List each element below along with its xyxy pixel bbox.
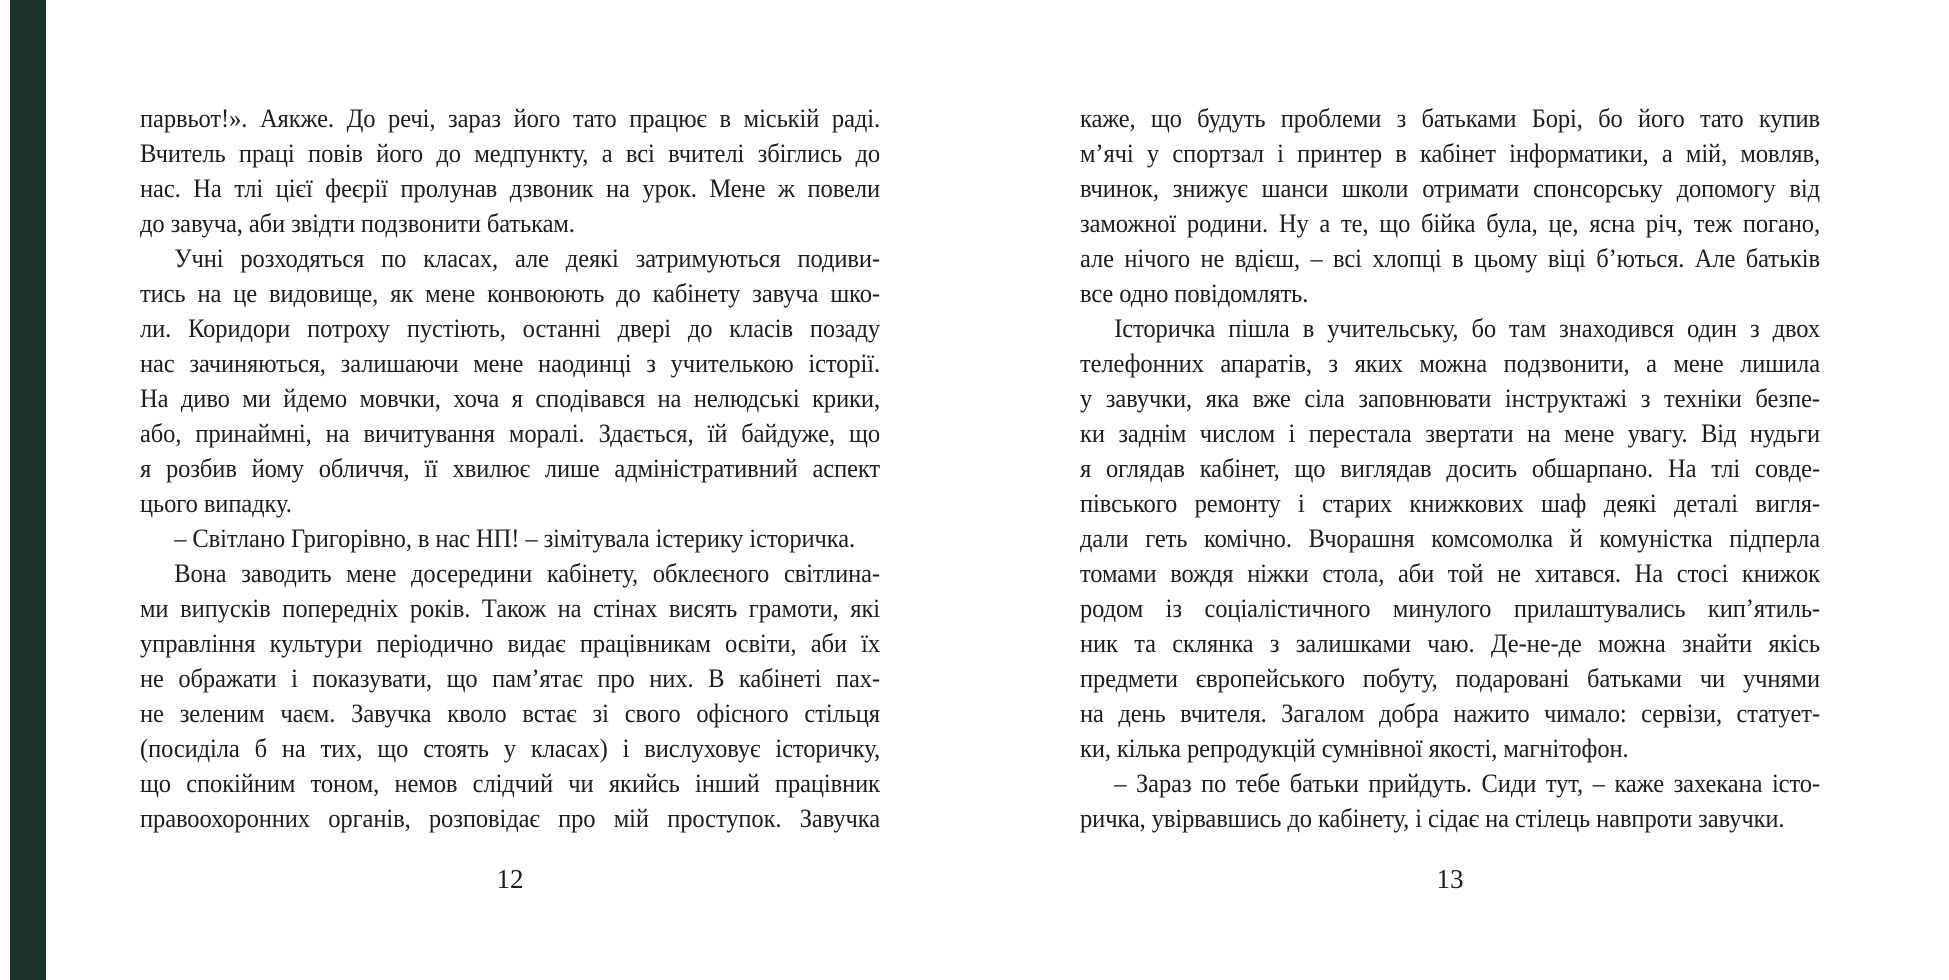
book-cover-edge bbox=[10, 0, 46, 980]
text-line: що спокійним тоном, немов слідчий чи якийсь інший працівник bbox=[140, 768, 880, 798]
text-line: ли. Коридори потроху пустіють, останні двері до класів позаду bbox=[140, 313, 880, 343]
text-line: каже, що будуть проблеми з батьками Борі, бо його тато купив bbox=[1080, 103, 1820, 133]
text-line: – Світлано Григорівно, в нас НП! – зімітувала істерику історичка. bbox=[174, 523, 856, 553]
text-line: вчинок, знижує шанси школи отримати спонсорську допомогу від bbox=[1080, 173, 1820, 203]
text-line: (посиділа б на тих, що стоять у класах) і вислуховує історичку, bbox=[140, 733, 880, 763]
text-line: все одно повідомлять. bbox=[1080, 278, 1309, 308]
text-line: на день вчителя. Загалом добра нажито чимало: сервізи, статует- bbox=[1080, 698, 1820, 728]
text-line: Вчитель праці повів його до медпункту, а всі вчителі збіглись до bbox=[140, 138, 880, 168]
text-line: дали геть комічно. Вчорашня комсомолка й комуністка підперла bbox=[1080, 523, 1820, 553]
text-line: ми випусків попередніх років. Також на стінах висять грамоти, які bbox=[140, 593, 880, 623]
text-line: тись на це видовище, як мене конвоюють до кабінету завуча шко- bbox=[140, 278, 880, 308]
text-line: ки заднім числом і перестала звертати на мене увагу. Від нудьги bbox=[1080, 418, 1820, 448]
text-line: нас. На тлі цієї феєрії пролунав дзвоник на урок. Мене ж повели bbox=[140, 173, 880, 203]
text-line: Історичка пішла в учительську, бо там знаходився один з двох bbox=[1114, 313, 1820, 343]
text-line: цього випадку. bbox=[140, 488, 292, 518]
text-line: не зеленим чаєм. Завучка кволо встає зі свого офісного стільця bbox=[140, 698, 880, 728]
text-line: ричка, увірвавшись до кабінету, і сідає на стілець навпроти завучки. bbox=[1080, 803, 1785, 833]
text-line: родом із соціалістичного минулого прилаштувались кип’ятиль- bbox=[1080, 593, 1820, 623]
page-12-text bbox=[140, 101, 880, 836]
text-line: я розбив йому обличчя, її хвилює лише адміністративний аспект bbox=[140, 453, 880, 483]
text-line: ки, кілька репродукцій сумнівної якості, магнітофон. bbox=[1080, 733, 1629, 763]
text-line: м’ячі у спортзал і принтер в кабінет інформатики, а мій, мовляв, bbox=[1080, 138, 1820, 168]
text-line: не ображати і показувати, що пам’ятає про них. В кабінеті пах- bbox=[140, 663, 880, 693]
page-12 bbox=[140, 0, 940, 980]
text-line: ник та склянка з залишками чаю. Де-не-де можна знайти якісь bbox=[1080, 628, 1820, 658]
text-line: півського ремонту і старих книжкових шаф деякі деталі вигля- bbox=[1080, 488, 1820, 518]
text-line: я оглядав кабінет, що виглядав досить обшарпано. На тлі совде- bbox=[1080, 453, 1820, 483]
text-line: управління культури періодично видає працівникам освіти, аби їх bbox=[140, 628, 880, 658]
text-line: до завуча, аби звідти подзвонити батькам. bbox=[140, 208, 575, 238]
text-line: у завучки, яка вже сіла заповнювати інструктажі з техніки безпе- bbox=[1080, 383, 1820, 413]
text-line: предмети європейського побуту, подаровані батьками чи учнями bbox=[1080, 663, 1820, 693]
text-line: правоохоронних органів, розповідає про мій проступок. Завучка bbox=[140, 803, 880, 833]
text-line: Вона заводить мене досередини кабінету, обклеєного світлина- bbox=[174, 558, 881, 588]
text-line: – Зараз по тебе батьки прийдуть. Сиди тут, – каже захекана істо- bbox=[1114, 768, 1820, 798]
text-line: але нічого не вдієш, – всі хлопці в цьому віці б’ються. Але батьків bbox=[1080, 243, 1820, 273]
text-line: парвьот!». Аякже. До речі, зараз його тато працює в міській раді. bbox=[140, 103, 880, 133]
text-line: заможної родини. Ну а те, що бійка була, це, ясна річ, теж погано, bbox=[1080, 208, 1820, 238]
text-line: Учні розходяться по класах, але деякі затримуються подиви- bbox=[174, 243, 881, 273]
page-13-text bbox=[1080, 101, 1820, 836]
page-13 bbox=[1080, 0, 1880, 980]
text-line: або, принаймні, на вичитування моралі. Здається, їй байдуже, що bbox=[140, 418, 880, 448]
page-number-left: 12 bbox=[496, 864, 524, 894]
text-line: томами вождя ніжки стола, аби той не хитався. На стосі книжок bbox=[1080, 558, 1820, 588]
page-number-right: 13 bbox=[1436, 864, 1464, 894]
text-line: На диво ми йдемо мовчки, хоча я сподівався на нелюдські крики, bbox=[140, 383, 880, 413]
text-line: телефонних апаратів, з яких можна подзвонити, а мене лишила bbox=[1080, 348, 1820, 378]
text-line: нас зачиняються, залишаючи мене наодинці з учителькою історії. bbox=[140, 348, 880, 378]
